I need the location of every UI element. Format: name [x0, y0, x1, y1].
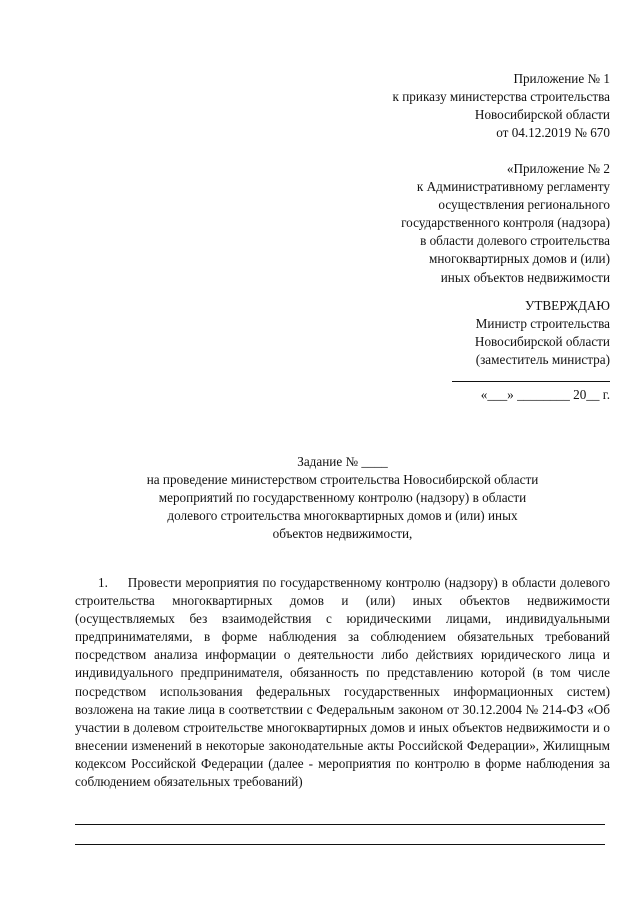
signature-line	[452, 381, 610, 382]
paragraph-1-number: 1.	[98, 575, 108, 590]
appendix-2-header	[401, 160, 610, 287]
task-line-1: на проведение министерством строительства Новосибирской области	[146, 472, 539, 488]
appendix-2-line-4: государственного контроля (надзора)	[401, 215, 610, 231]
approval-position: Министр строительства	[475, 316, 610, 332]
task-title: Задание № ____	[297, 454, 388, 469]
appendix-1-header	[393, 70, 610, 142]
appendix-2-line-5: в области долевого строительства	[420, 233, 610, 249]
approval-date-block	[481, 386, 610, 404]
appendix-2-line-3: осуществления регионального	[438, 197, 610, 213]
appendix-2-title: «Приложение № 2	[506, 161, 610, 176]
task-line-3: долевого строительства многоквартирных домов и (или) иных	[167, 508, 518, 524]
task-line-4: объектов недвижимости,	[272, 526, 413, 542]
approval-date: «___» ________ 20__ г.	[480, 387, 610, 402]
appendix-1-title: Приложение № 1	[513, 71, 610, 86]
paragraph-1	[75, 574, 610, 791]
approval-region: Новосибирской области	[474, 334, 610, 350]
approval-block	[475, 297, 610, 369]
fill-in-line-2	[75, 844, 605, 845]
paragraph-1-text: Провести мероприятия по государственному контролю (надзору) в области долевого строительства многоквартирных домов и (или) иных объектов недвижимости (осуществляемых без взаимодействия с юридическими лицами, индивидуальными предпринимателями, в форме наблюдения за соблюдением обязательных требований посредством анализа информации о деятельности либо действиях юридического лица и индивидуального предпринимателя, обязанность по представлению которой (в том числе посредством использования федеральных государственных информационных систем) возложена на такие лица в соответствии с Федеральным законом от 30.12.2004 № 214-ФЗ «Об участии в долевом строительстве многоквартирных домов и иных объектов недвижимости и о внесении изменений в некоторые законодательные акты Российской Федерации», Жилищным кодексом Российской Федерации (далее - мероприятия по контролю в форме наблюдения за соблюдением обязательных требований)	[75, 575, 611, 790]
fill-in-line-1	[75, 824, 605, 825]
task-line-2: мероприятий по государственному контролю (надзору) в области	[158, 490, 527, 506]
appendix-2-line-2: к Административному регламенту	[416, 179, 610, 195]
appendix-2-line-6: многоквартирных домов и (или)	[429, 251, 610, 267]
task-heading	[60, 453, 625, 543]
approval-deputy: (заместитель министра)	[475, 352, 610, 368]
appendix-1-region: Новосибирской области	[474, 107, 610, 123]
appendix-1-date: от 04.12.2019 № 670	[496, 125, 610, 141]
approval-title: УТВЕРЖДАЮ	[524, 298, 610, 313]
appendix-1-order: к приказу министерства строительства	[392, 89, 610, 105]
appendix-2-line-7: иных объектов недвижимости	[440, 269, 610, 285]
